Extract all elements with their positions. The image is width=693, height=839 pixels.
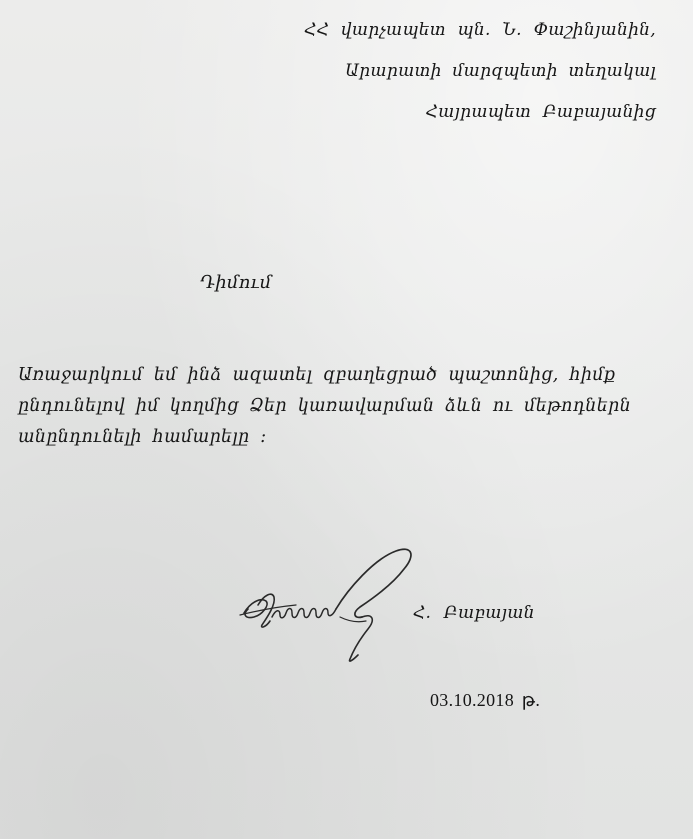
addressee-line-2: Արարատի մարզպետի տեղակալ: [345, 61, 656, 81]
document-heading: Դիմում: [200, 272, 272, 293]
handwritten-signature: [236, 545, 426, 665]
addressee-line-3: Հայրապետ Բաբայանից: [425, 102, 656, 122]
body-line-2: ընդունելով իմ կողմից Ձեր կառավարման ձևն ու մեթոդներն: [18, 396, 632, 416]
body-line-1: Առաջարկում եմ ինձ ազատել զբաղեցրած պաշտոնից, հիմք: [18, 365, 616, 385]
body-line-3: անընդունելի համարելը :: [18, 427, 267, 447]
addressee-line-1: ՀՀ վարչապետ պն. Ն. Փաշինյանին,: [304, 20, 656, 40]
document-date: 03.10.2018 թ.: [430, 690, 541, 710]
signature-name: Հ. Բաբայան: [413, 603, 535, 623]
